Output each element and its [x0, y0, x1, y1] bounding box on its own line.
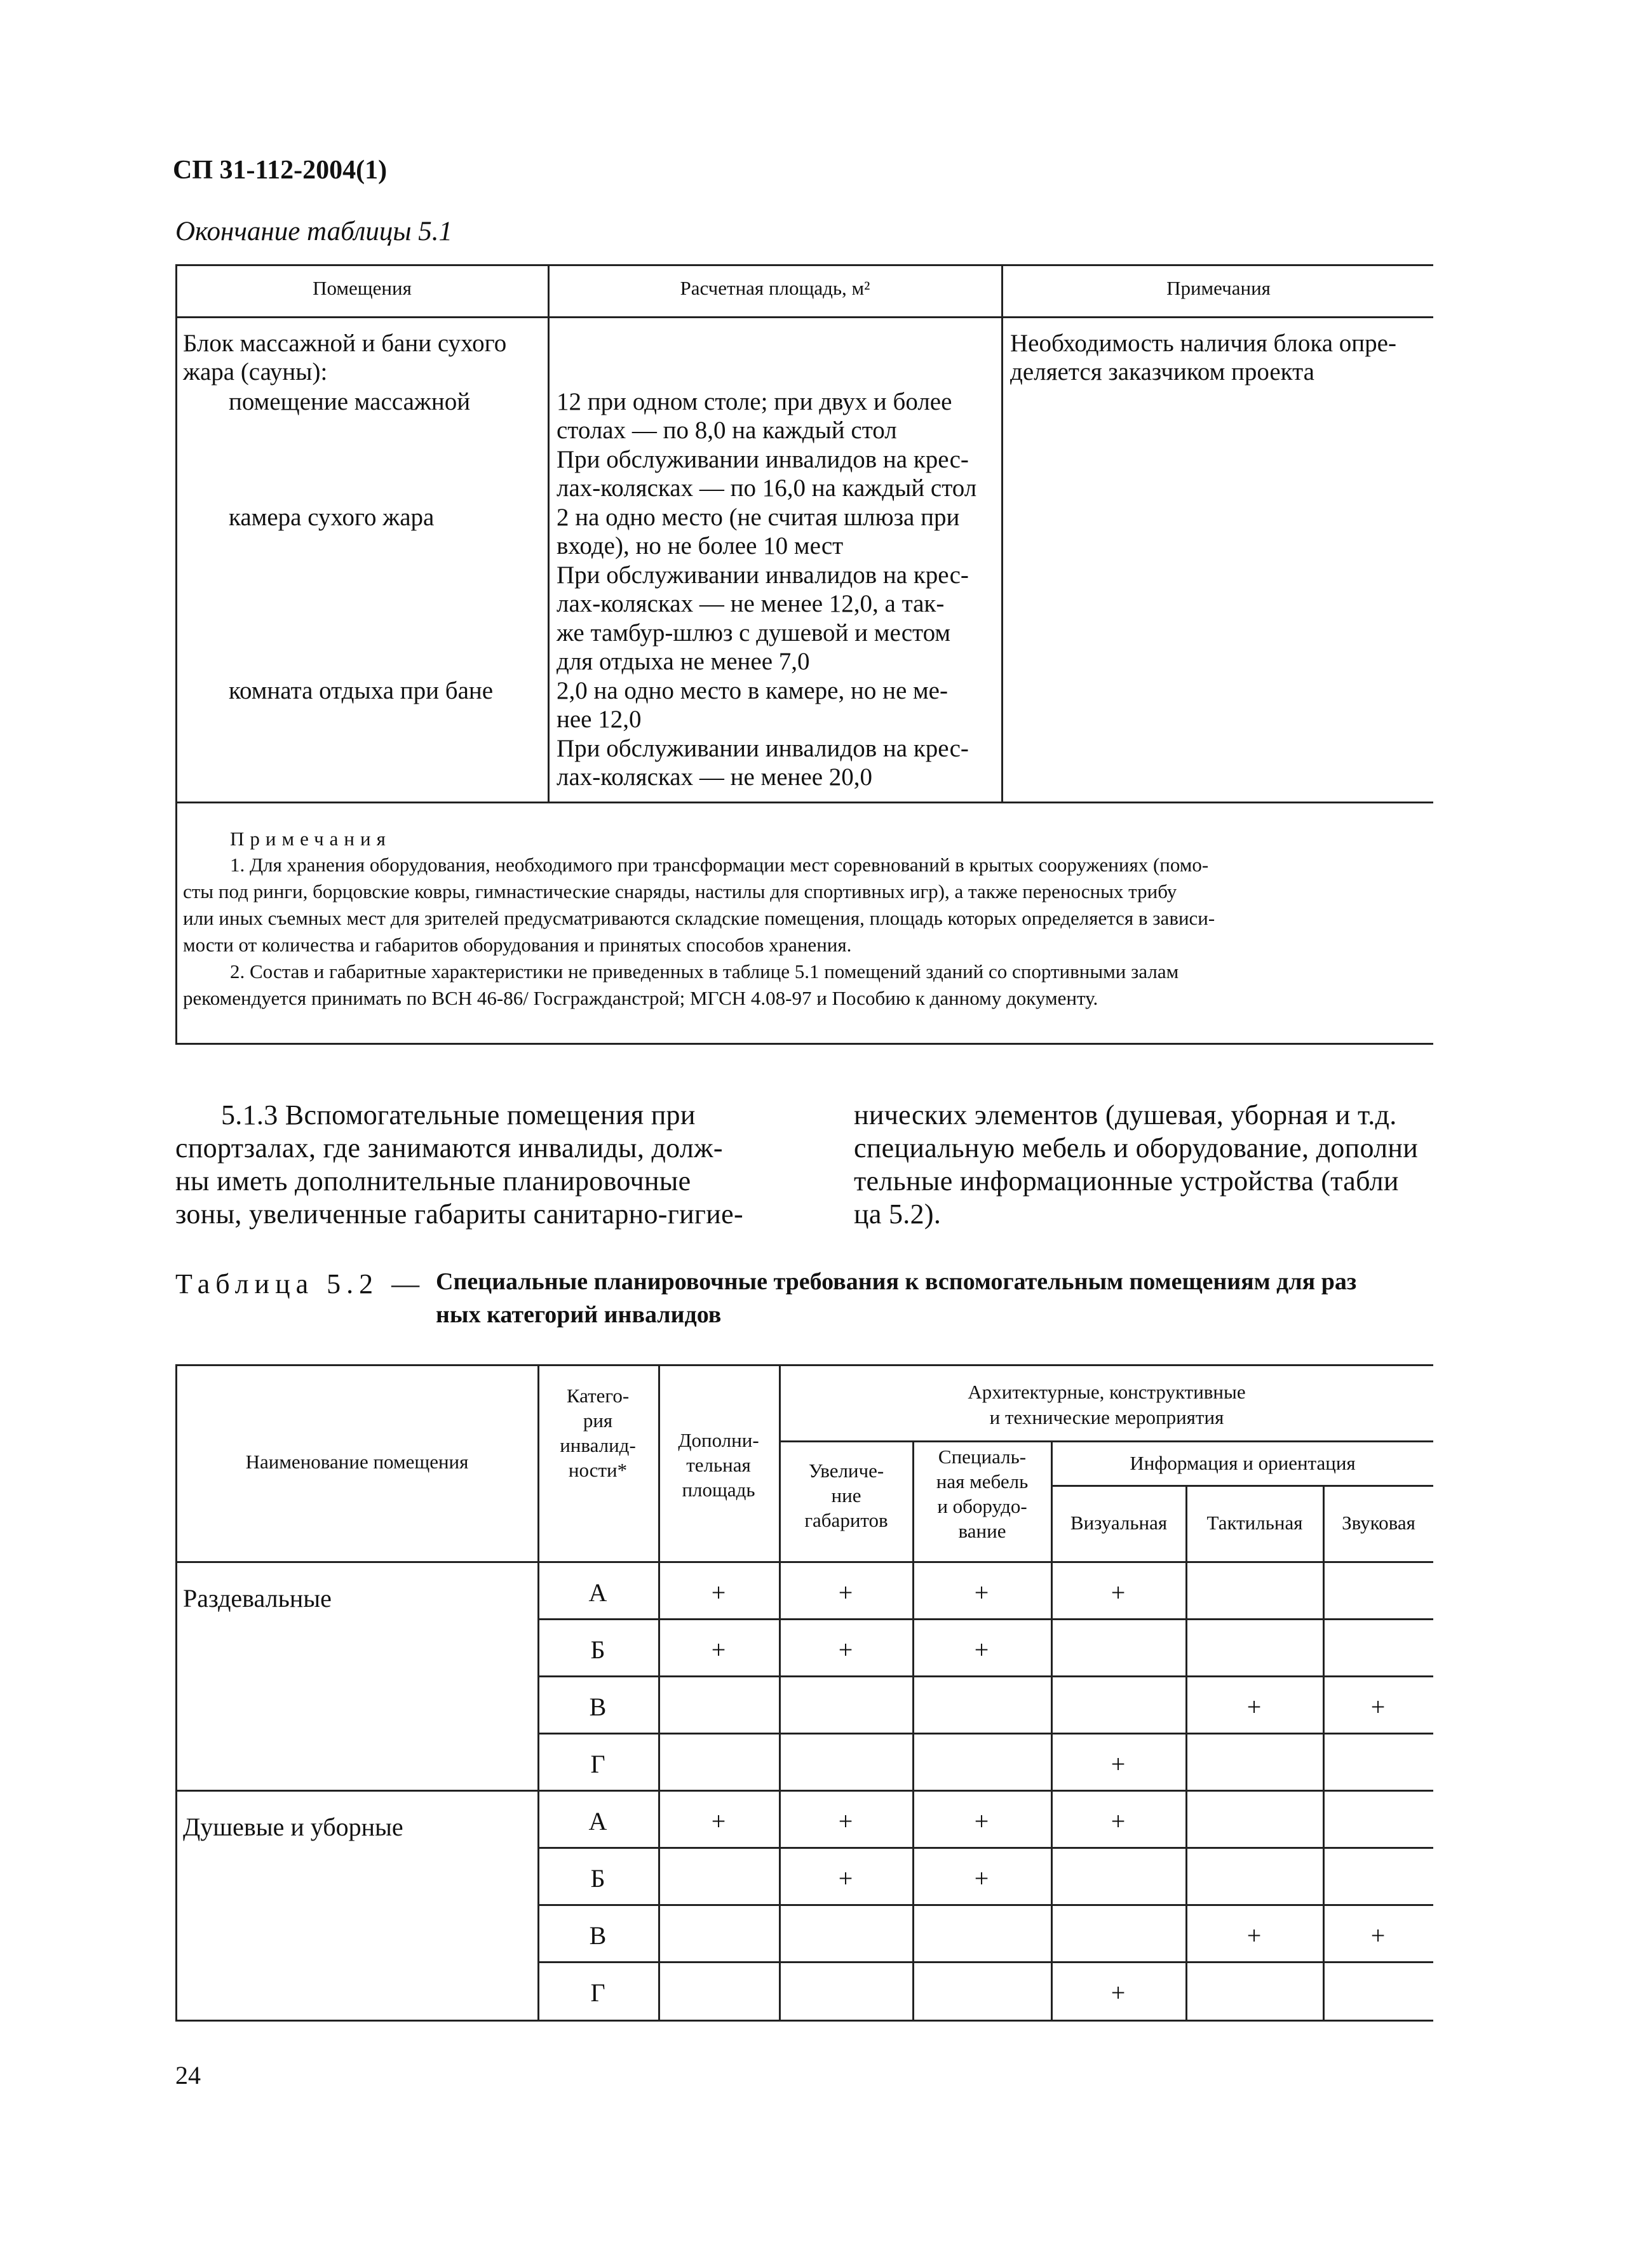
- requirement-mark: +: [838, 1864, 853, 1893]
- requirement-mark: +: [974, 1864, 989, 1893]
- area-line: При обслуживании инвалидов на крес-: [557, 446, 969, 473]
- col-header-arch-measures: Архитектурные, конструктивные и технические мероприятия: [968, 1381, 1246, 1428]
- note-line: деляется заказчиком проекта: [1010, 358, 1314, 386]
- paragraph-right-line: специальную мебель и оборудование, дополни: [854, 1132, 1419, 1164]
- requirement-mark: +: [974, 1807, 989, 1835]
- page-number: 24: [175, 2061, 201, 2090]
- area-line: столах — по 8,0 на каждый стол: [557, 417, 897, 444]
- area-line: При обслуживании инвалидов на крес-: [557, 735, 969, 762]
- paragraph-right-line: ца 5.2).: [854, 1198, 942, 1230]
- col-header-sound: Звуковая: [1342, 1512, 1415, 1534]
- room-line: камера сухого жара: [229, 504, 435, 531]
- category-cell: Г: [590, 1978, 605, 2007]
- col-header-visual: Визуальная: [1070, 1512, 1168, 1534]
- requirement-mark: +: [1370, 1693, 1386, 1721]
- paragraph-right-line: тельные информационные устройства (табли: [854, 1165, 1399, 1197]
- note-line: Необходимость наличия блока опре-: [1010, 330, 1396, 357]
- table-5-2-caption-title: Специальные планировочные требования к вспомогательным помещениям для раз: [436, 1268, 1357, 1295]
- area-line: нее 12,0: [557, 706, 642, 733]
- footnote-line: 1. Для хранения оборудования, необходимого при трансформации мест соревнований в крытых сооружениях (помо-: [230, 854, 1209, 876]
- area-line: При обслуживании инвалидов на крес-: [557, 561, 969, 589]
- category-cell: А: [588, 1807, 607, 1835]
- requirement-mark: +: [711, 1578, 726, 1607]
- requirement-mark: +: [1111, 1807, 1126, 1835]
- area-line: лах-колясках — не менее 12,0, а так-: [557, 590, 945, 617]
- requirement-mark: +: [1111, 1750, 1126, 1778]
- paragraph-left-line: 5.1.3 Вспомогательные помещения при: [221, 1099, 696, 1131]
- room-line: жара (сауны):: [183, 358, 328, 386]
- paragraph-left-line: зоны, увеличенные габариты санитарно-гигие-: [175, 1198, 743, 1230]
- requirement-mark: +: [1111, 1578, 1126, 1607]
- requirement-mark: +: [1370, 1921, 1386, 1950]
- footnote-line: рекомендуется принимать по ВСН 46-86/ Госгражданстрой; МГСН 4.08-97 и Пособию к данному документу.: [183, 987, 1098, 1009]
- paragraph-left-line: спортзалах, где занимаются инвалиды, долж-: [175, 1132, 723, 1164]
- category-cell: Б: [590, 1635, 605, 1664]
- requirement-mark: +: [711, 1807, 726, 1835]
- footnote-line: мости от количества и габаритов оборудования и принятых способов хранения.: [183, 934, 852, 956]
- document-code: СП 31-112-2004(1): [173, 156, 388, 185]
- col-header-room-name: Наименование помещения: [245, 1451, 469, 1473]
- col-header-info: Информация и ориентация: [1130, 1452, 1356, 1474]
- requirement-mark: +: [974, 1578, 989, 1607]
- area-line: 12 при одном столе; при двух и более: [557, 388, 952, 415]
- col-header-rooms: Помещения: [313, 277, 412, 299]
- requirement-mark: +: [1246, 1921, 1262, 1950]
- paragraph-left-line: ны иметь дополнительные планировочные: [175, 1165, 691, 1197]
- room-line: помещение массажной: [229, 388, 471, 415]
- table-5-2-caption-title-cont: ных категорий инвалидов: [436, 1301, 722, 1328]
- area-line: 2 на одно место (не считая шлюза при: [557, 504, 960, 531]
- category-cell: В: [589, 1693, 607, 1721]
- requirement-mark: +: [838, 1578, 853, 1607]
- requirement-mark: +: [1246, 1693, 1262, 1721]
- col-header-area: Расчетная площадь, м²: [680, 277, 870, 299]
- category-cell: Б: [590, 1864, 605, 1893]
- requirement-mark: +: [711, 1635, 726, 1664]
- col-header-tactile: Тактильная: [1206, 1512, 1303, 1534]
- col-header-furniture: Специаль- ная мебель и оборудо- вание: [936, 1446, 1029, 1542]
- requirement-mark: +: [1111, 1978, 1126, 2007]
- requirement-mark: +: [838, 1635, 853, 1664]
- col-header-enlarged: Увеличе- ние габаритов: [804, 1459, 888, 1531]
- footnote-line: или иных съемных мест для зрителей предусматриваются складские помещения, площадь которых определяется в зависи-: [183, 907, 1215, 929]
- requirement-mark: +: [974, 1635, 989, 1664]
- footnote-line: сты под ринги, борцовские ковры, гимнастические снаряды, настилы для спортивных игр), а также переносных трибу: [183, 880, 1177, 903]
- paragraph-right-line: нических элементов (душевая, уборная и т.д.: [854, 1099, 1397, 1131]
- col-header-category: Катего- рия инвалид- ности*: [560, 1385, 636, 1481]
- area-line: лах-колясках — по 16,0 на каждый стол: [557, 474, 977, 502]
- col-header-extra-area: Дополни- тельная площадь: [678, 1429, 759, 1501]
- requirement-mark: +: [838, 1807, 853, 1835]
- room-line: комната отдыха при бане: [229, 677, 494, 704]
- room-name: Раздевальные: [183, 1584, 332, 1613]
- room-line: Блок массажной и бани сухого: [183, 330, 507, 357]
- footnote-line: 2. Состав и габаритные характеристики не приведенных в таблице 5.1 помещений зданий со спортивными залам: [230, 960, 1179, 983]
- area-line: входе), но не более 10 мест: [557, 532, 844, 560]
- area-line: же тамбур-шлюз с душевой и местом: [557, 619, 951, 647]
- category-cell: В: [589, 1921, 607, 1950]
- category-cell: А: [588, 1578, 607, 1607]
- table-5-2-caption-prefix: Таблица 5.2 —: [175, 1268, 426, 1299]
- room-name: Душевые и уборные: [183, 1813, 403, 1841]
- footnotes-title: Примечания: [230, 828, 391, 850]
- area-line: лах-колясках — не менее 20,0: [557, 763, 873, 791]
- table-5-1-caption: Окончание таблицы 5.1: [175, 217, 453, 246]
- category-cell: Г: [590, 1750, 605, 1778]
- area-line: для отдыха не менее 7,0: [557, 648, 810, 675]
- area-line: 2,0 на одно место в камере, но не ме-: [557, 677, 948, 704]
- col-header-notes: Примечания: [1166, 277, 1271, 299]
